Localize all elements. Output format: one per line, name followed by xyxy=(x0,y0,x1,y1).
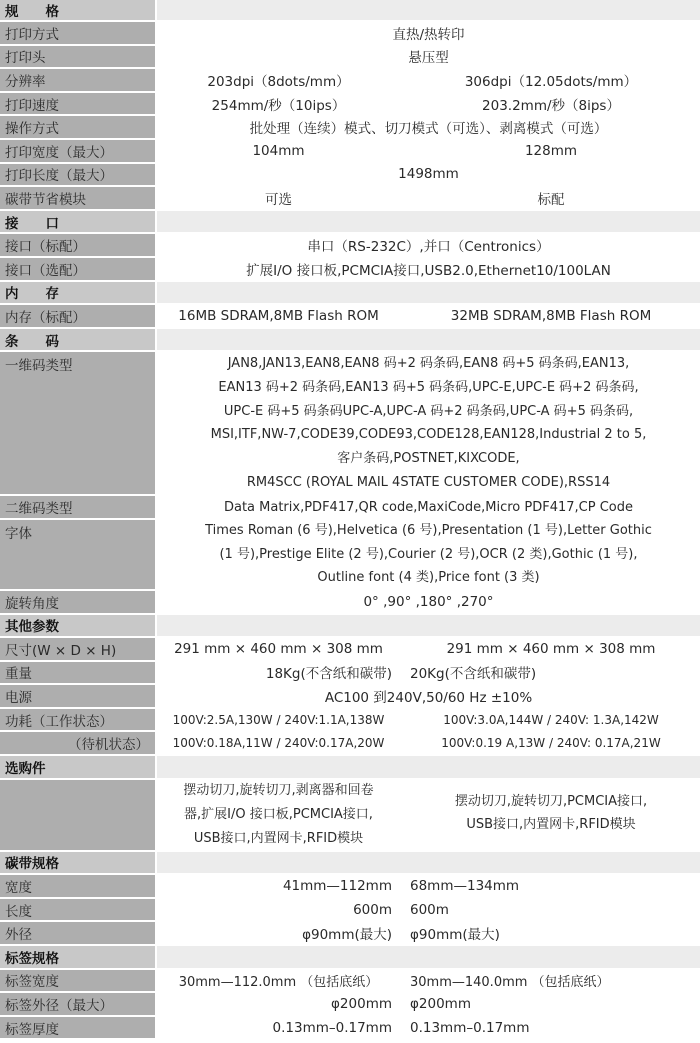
value-model-a: 203dpi（8dots/mm） xyxy=(157,69,402,91)
row-interface-standard xyxy=(0,234,700,258)
barcode-line: MSI,ITF,NW-7,CODE39,CODE93,CODE128,EAN128,Industrial 2 to 5, xyxy=(210,427,647,443)
value-model-b: 32MB SDRAM,8MB Flash ROM xyxy=(450,307,652,324)
row-dimensions xyxy=(0,638,700,662)
barcode-list xyxy=(157,352,700,494)
row-2d-barcode xyxy=(0,496,700,520)
barcode-line: 客户条码,POSTNET,KIXCODE, xyxy=(337,451,520,467)
row-power xyxy=(0,685,700,709)
value-model-a: 16MB SDRAM,8MB Flash ROM xyxy=(157,305,402,327)
row-resolution xyxy=(0,69,700,93)
row-value: AC100 到240V,50/60 Hz ±10% xyxy=(324,690,533,707)
section-options xyxy=(0,756,700,780)
barcode-line: EAN13 码+2 码条码,EAN13 码+5 码条码,UPC-E,UPC-E 码+2 码条码, xyxy=(218,379,639,395)
section-ribbon xyxy=(0,852,700,876)
row-label: 旋转角度 xyxy=(0,591,157,613)
row-label: 接口（选配） xyxy=(0,258,157,280)
row-label: 打印宽度（最大） xyxy=(0,140,157,162)
value-model-a: φ90mm(最大) xyxy=(157,922,402,944)
row-memory-standard xyxy=(0,305,700,329)
value-model-b: 68mm—134mm xyxy=(410,878,520,895)
row-label: 字体 xyxy=(0,520,157,589)
row-label: 标签外径（最大） xyxy=(0,993,157,1015)
row-label: 操作方式 xyxy=(0,116,157,138)
value-model-b: 203.2mm/秒（8ips） xyxy=(482,97,620,114)
value-model-a: 0.13mm–0.17mm xyxy=(157,1017,402,1039)
section-title: 其他参数 xyxy=(0,615,157,637)
row-label: 宽度 xyxy=(0,875,157,897)
value-model-a: 可选 xyxy=(157,187,402,209)
row-options xyxy=(0,780,700,852)
row-label: 外径 xyxy=(0,922,157,944)
value-model-a: 254mm/秒（10ips） xyxy=(157,93,402,115)
font-list xyxy=(157,520,700,589)
row-label-diameter xyxy=(0,993,700,1017)
barcode-line: JAN8,JAN13,EAN8,EAN8 码+2 码条码,EAN8 码+5 码条码,EAN13, xyxy=(227,356,630,372)
row-label: 二维码类型 xyxy=(0,496,157,518)
section-title: 条 码 xyxy=(0,329,157,351)
value-model-b: 128mm xyxy=(524,142,578,159)
row-label: 标签厚度 xyxy=(0,1017,157,1039)
value-model-b: φ200mm xyxy=(410,996,471,1013)
value-model-b: 100V:0.19 A,13W / 240V: 0.17A,21W xyxy=(441,736,661,751)
row-label: 功耗（工作状态） xyxy=(0,709,157,731)
section-title: 选购件 xyxy=(0,756,157,778)
row-label: 分辨率 xyxy=(0,69,157,91)
row-print-speed xyxy=(0,93,700,117)
section-title: 内 存 xyxy=(0,282,157,304)
option-line: 器,扩展I/O 接口板,PCMCIA接口, xyxy=(184,806,373,822)
row-ribbon-width xyxy=(0,875,700,899)
row-print-length xyxy=(0,164,700,188)
row-ribbon-saver xyxy=(0,187,700,211)
value-model-b: 0.13mm–0.17mm xyxy=(410,1019,530,1036)
row-print-head xyxy=(0,46,700,70)
row-consumption-standby xyxy=(0,732,700,756)
option-line: 摆动切刀,旋转切刀,PCMCIA接口, xyxy=(454,793,648,809)
row-value: Data Matrix,PDF417,QR code,MaxiCode,Micro PDF417,CP Code xyxy=(223,499,633,515)
value-model-b: φ90mm(最大) xyxy=(410,927,500,944)
row-label: 打印方式 xyxy=(0,22,157,44)
row-value: 0° ,90° ,180° ,270° xyxy=(363,593,494,610)
font-line: Outline font (4 类),Price font (3 类) xyxy=(317,570,540,586)
font-line: (1 号),Prestige Elite (2 号),Courier (2 号),OCR (2 类),Gothic (1 号), xyxy=(219,546,638,562)
value-model-a: 600m xyxy=(157,899,402,921)
row-label: 打印速度 xyxy=(0,93,157,115)
value-model-b: 30mm—140.0mm （包括底纸） xyxy=(410,974,610,990)
row-label: 打印长度（最大） xyxy=(0,164,157,186)
barcode-line: UPC-E 码+5 码条码UPC-A,UPC-A 码+2 码条码,UPC-A 码+5 码条码, xyxy=(223,403,634,419)
section-memory xyxy=(0,282,700,306)
section-barcode xyxy=(0,329,700,353)
row-value: 串口（RS-232C）,并口（Centronics） xyxy=(307,239,550,256)
row-1d-barcode xyxy=(0,352,700,496)
section-spec xyxy=(0,0,700,22)
value-model-b: 306dpi（12.05dots/mm） xyxy=(464,73,638,90)
value-model-a: 100V:0.18A,11W / 240V:0.17A,20W xyxy=(157,732,402,754)
row-label: 重量 xyxy=(0,662,157,684)
value-model-a: 291 mm × 460 mm × 308 mm xyxy=(157,638,402,660)
row-value: 扩展I/O 接口板,PCMCIA接口,USB2.0,Ethernet10/100LAN xyxy=(246,262,611,279)
value-model-b: 291 mm × 460 mm × 308 mm xyxy=(446,640,656,657)
row-label: 电源 xyxy=(0,685,157,707)
value-model-a: 41mm—112mm xyxy=(157,875,402,897)
barcode-line: RM4SCC (ROYAL MAIL 4STATE CUSTOMER CODE),RSS14 xyxy=(246,474,611,490)
section-title: 接 口 xyxy=(0,211,157,233)
value-model-b: 20Kg(不含纸和碳带) xyxy=(410,666,537,683)
row-consumption-working xyxy=(0,709,700,733)
row-label: 接口（标配） xyxy=(0,234,157,256)
row-rotation xyxy=(0,591,700,615)
value-model-a: 18Kg(不含纸和碳带) xyxy=(157,662,402,684)
row-label: （待机状态） xyxy=(0,732,157,754)
row-value: 直热/热转印 xyxy=(392,26,465,43)
section-interface xyxy=(0,211,700,235)
row-label: 长度 xyxy=(0,899,157,921)
row-label: 打印头 xyxy=(0,46,157,68)
value-model-a: 30mm—112.0mm （包括底纸） xyxy=(157,970,402,992)
value-model-a: 104mm xyxy=(157,140,402,162)
section-title: 规 格 xyxy=(0,0,157,20)
option-line: USB接口,内置网卡,RFID模块 xyxy=(193,830,364,846)
row-label: 标签宽度 xyxy=(0,970,157,992)
row-value: 1498mm xyxy=(398,166,459,183)
row-label-thickness xyxy=(0,1017,700,1041)
row-interface-optional xyxy=(0,258,700,282)
value-model-b: 100V:3.0A,144W / 240V: 1.3A,142W xyxy=(443,712,659,727)
value-model-b: 标配 xyxy=(537,191,565,208)
options-model-b xyxy=(402,780,700,850)
row-label: 尺寸(W × D × H) xyxy=(0,638,157,660)
row-weight xyxy=(0,662,700,686)
row-print-method xyxy=(0,22,700,46)
row-label: 内存（标配） xyxy=(0,305,157,327)
row-label: 碳带节省模块 xyxy=(0,187,157,209)
value-model-a: φ200mm xyxy=(157,993,402,1015)
section-title: 标签规格 xyxy=(0,946,157,968)
row-label: 一维码类型 xyxy=(0,352,157,494)
section-label xyxy=(0,946,700,970)
row-operation xyxy=(0,116,700,140)
row-ribbon-length xyxy=(0,899,700,923)
section-title: 碳带规格 xyxy=(0,852,157,874)
font-line: Times Roman (6 号),Helvetica (6 号),Presentation (1 号),Letter Gothic xyxy=(205,522,652,538)
row-ribbon-diameter xyxy=(0,922,700,946)
row-print-width xyxy=(0,140,700,164)
row-value: 悬压型 xyxy=(408,50,449,67)
value-model-a: 100V:2.5A,130W / 240V:1.1A,138W xyxy=(157,709,402,731)
row-fonts xyxy=(0,520,700,591)
row-label-width xyxy=(0,970,700,994)
row-value: 批处理（连续）模式、切刀模式（可选）、剥离模式（可选） xyxy=(249,121,608,138)
options-model-a xyxy=(157,780,402,850)
section-other xyxy=(0,615,700,639)
value-model-b: 600m xyxy=(410,901,449,918)
option-line: USB接口,内置网卡,RFID模块 xyxy=(466,817,636,833)
option-line: 摆动切刀,旋转切刀,剥离器和回卷 xyxy=(183,783,374,799)
